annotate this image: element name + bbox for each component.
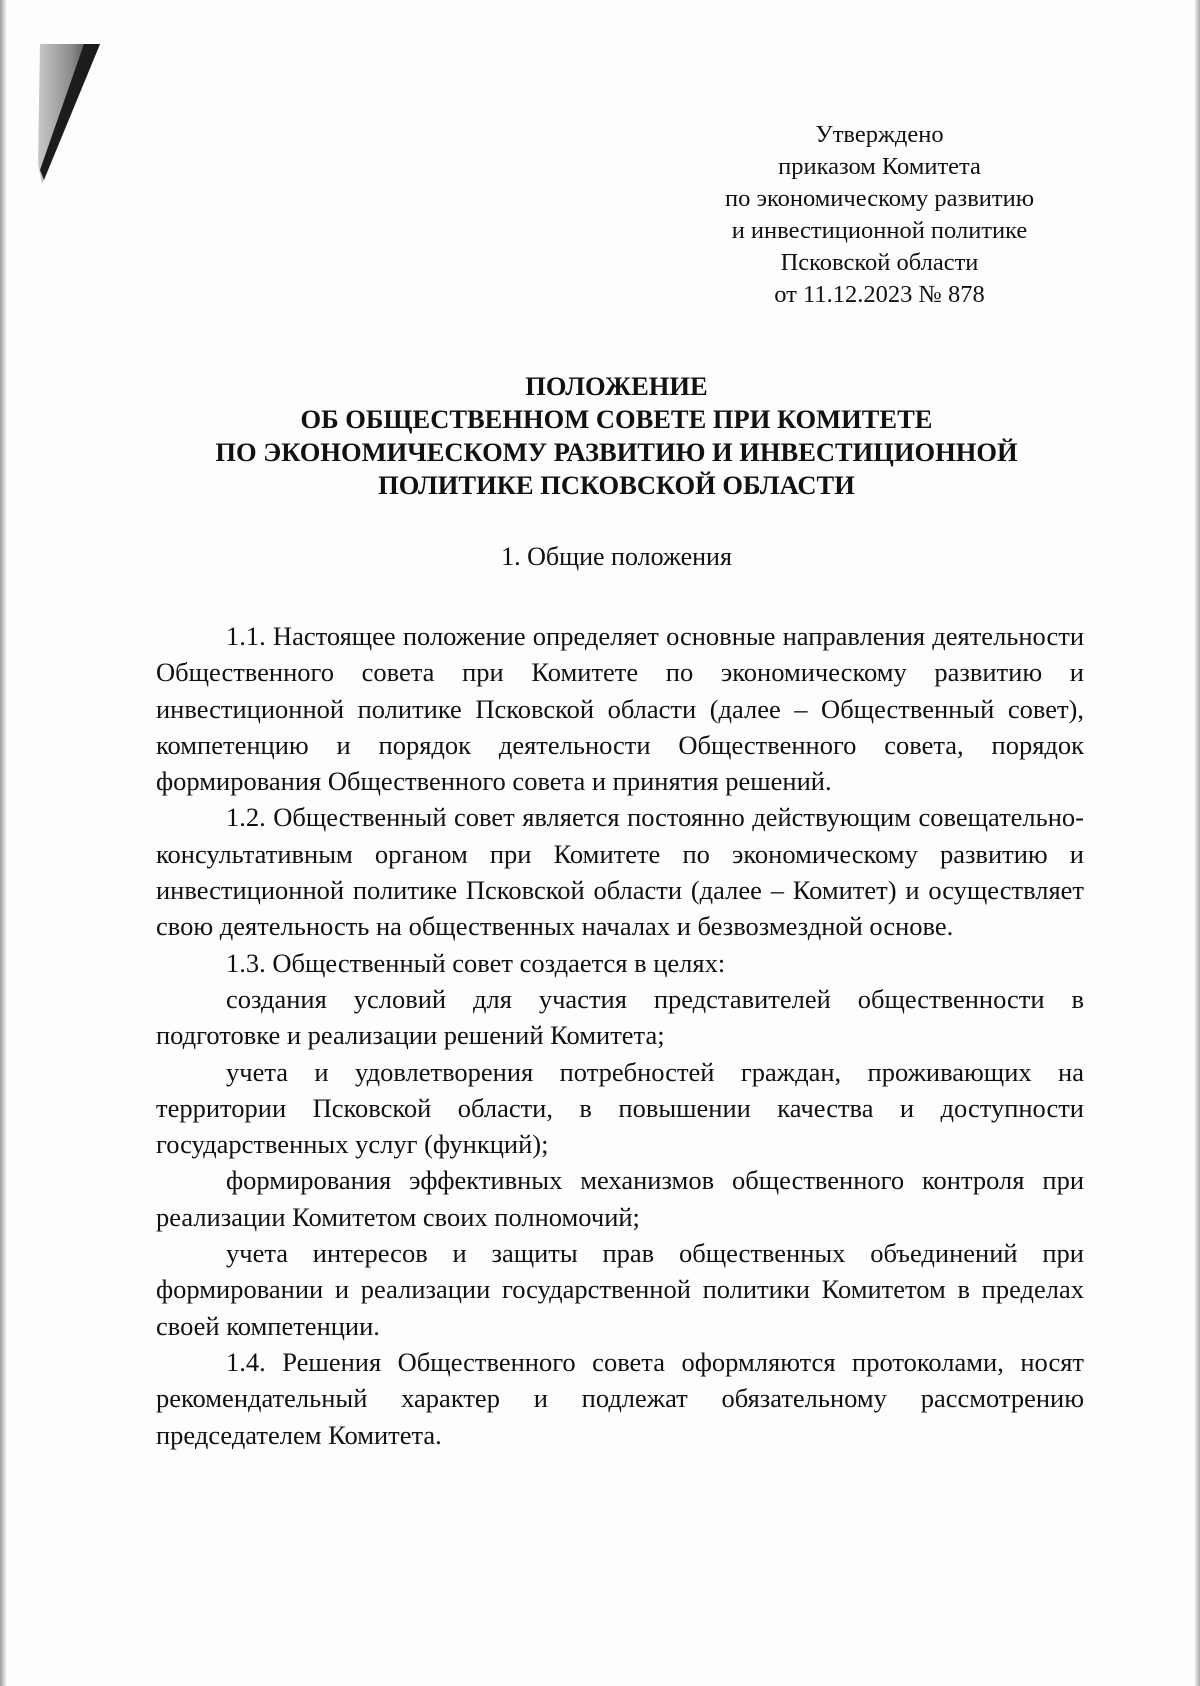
section-heading: 1. Общие положения <box>501 542 732 571</box>
approval-line: от 11.12.2023 № 878 <box>774 281 985 308</box>
paragraph: учета интересов и защиты прав общественных объединений при формировании и реализации государственной политики Комитетом в пределах своей компетенции. <box>156 1238 1084 1341</box>
scan-edge-right <box>1194 0 1200 1686</box>
title-line: ПОЛОЖЕНИЕ <box>525 371 708 401</box>
paragraph: 1.4. Решения Общественного совета оформляются протоколами, носят рекомендательный характер и подлежат обязательному рассмотрению председателем Комитета. <box>156 1346 1084 1450</box>
approval-line: Утверждено <box>815 121 944 148</box>
title-line: ПОЛИТИКЕ ПСКОВСКОЙ ОБЛАСТИ <box>378 470 855 500</box>
paragraph: 1.3. Общественный совет создается в целях: <box>226 947 726 978</box>
title-line: ПО ЭКОНОМИЧЕСКОМУ РАЗВИТИЮ И ИНВЕСТИЦИОННОЙ <box>215 437 1018 467</box>
section-body <box>156 618 1084 1453</box>
scan-corner-mark <box>38 44 100 184</box>
approval-block <box>652 119 1107 311</box>
document-title <box>120 370 1113 502</box>
paragraph: создания условий для участия представителей общественности в подготовке и реализации решений Комитета; <box>156 983 1084 1051</box>
paragraph: учета и удовлетворения потребностей граждан, проживающих на территории Псковской области, в повышении качества и доступности государственных услуг (функций); <box>156 1056 1084 1160</box>
paragraph: формирования эффективных механизмов общественного контроля при реализации Комитетом своих полномочий; <box>156 1165 1084 1232</box>
approval-line: приказом Комитета <box>778 153 981 180</box>
approval-line: и инвестиционной политике <box>731 217 1028 244</box>
scan-edge-left <box>0 0 7 1686</box>
paragraph: 1.1. Настоящее положение определяет основные направления деятельности Общественного совета при Комитете по экономическому развитию и инвестиционной политике Псковской области (далее – Общественный совет), компетенцию и порядок деятельности Общественного совета, порядок формирования Общественного совета и принятия решений. <box>156 621 1084 797</box>
approval-line: по экономическому развитию <box>724 185 1035 212</box>
approval-line: Псковской области <box>780 249 979 276</box>
paragraph: 1.2. Общественный совет является постоянно действующим совещательно-консультативным органом при Комитете по экономическому развитию и инвестиционной политике Псковской области (далее – Комитет) и осуществляет свою деятельность на общественных началах и безвозмездной основе. <box>156 802 1084 942</box>
title-line: ОБ ОБЩЕСТВЕННОМ СОВЕТЕ ПРИ КОМИТЕТЕ <box>300 404 933 434</box>
